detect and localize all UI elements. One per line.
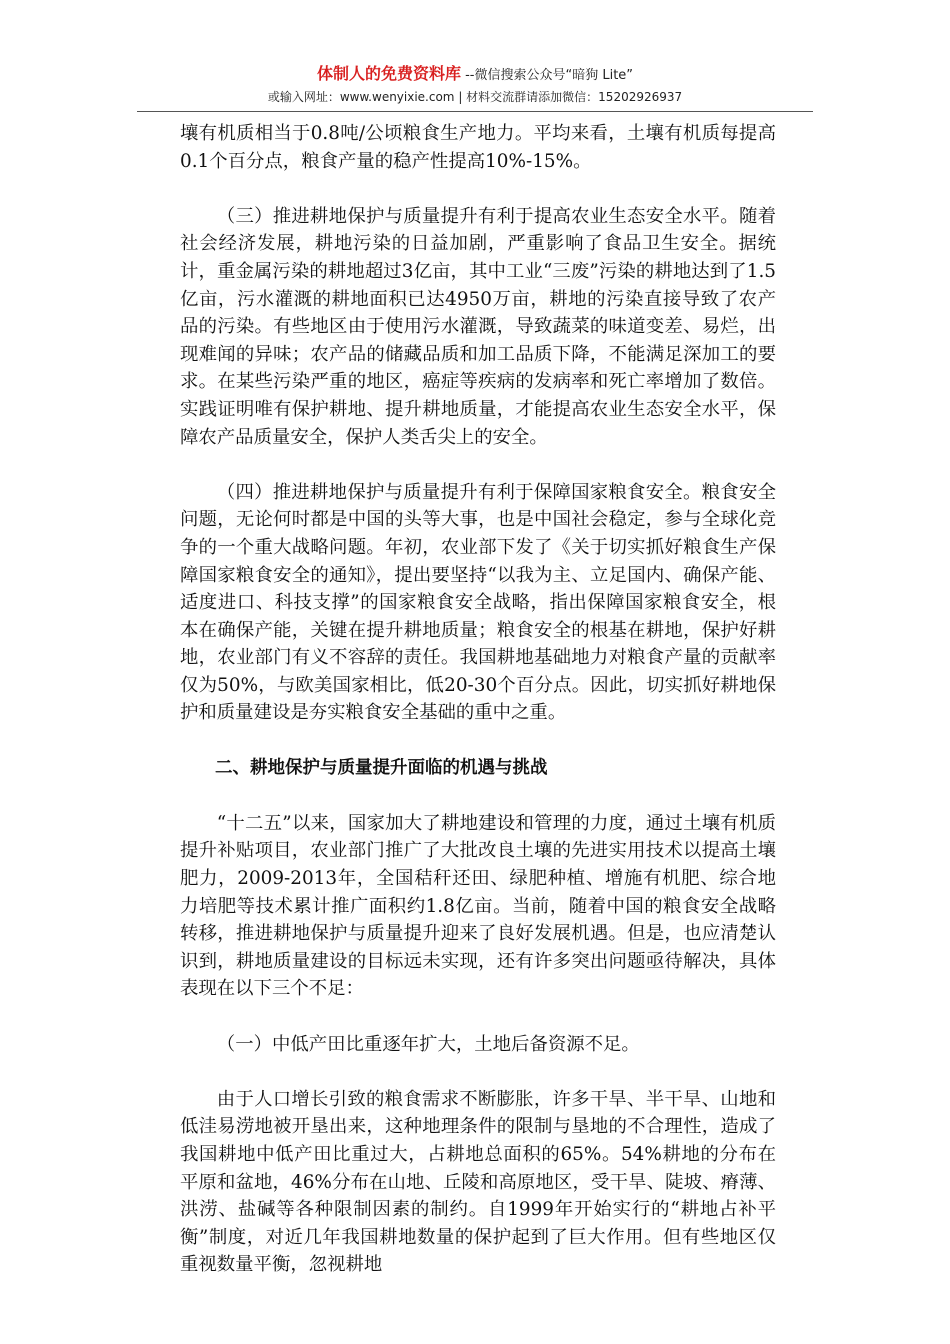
paragraph-food-security: （四）推进耕地保护与质量提升有利于保障国家粮食安全。粮食安全问题，无论何时都是中国的头等大事，也是中国社会稳定，参与全球化竞争的一个重大战略问题。年初，农业部下发了《关于切实抓好粮食生产保障国家粮食安全的通知》，提出要坚持“以我为主、立足国内、确保产能、适度进口、科技支撑”的国家粮食安全战略，指出保障国家粮食安全，根本在确保产能，关键在提升耕地质量；粮食安全的根基在耕地，保护好耕地，农业部门有义不容辞的责任。我国耕地基础地力对粮食产量的贡献率仅为50%，与欧美国家相比，低20-30个百分点。因此，切实抓好耕地保护和质量建设是夯实粮食安全基础的重中之重。 (180, 481, 776, 724)
header-divider (137, 111, 813, 112)
header-promo-line (0, 64, 950, 86)
paragraph-low-yield-detail: 由于人口增长引致的粮食需求不断膨胀，许多干旱、半干旱、山地和低洼易涝地被开垦出来，这种地理条件的限制与垦地的不合理性，造成了我国耕地中低产田比重过大，占耕地总面积的65%。54%耕地的分布在平原和盆地，46%分布在山地、丘陵和高原地区，受干旱、陡坡、瘠薄、洪涝、盐碱等各种限制因素的制约。自1999年开始实行的“耕地占补平衡”制度，对近几年我国耕地数量的保护起到了巨大作用。但有些地区仅重视数量平衡，忽视耕地 (180, 1088, 776, 1276)
paragraph-opportunities: “十二五”以来，国家加大了耕地建设和管理的力度，通过土壤有机质提升补贴项目，农业部门推广了大批改良土壤的先进实用技术以提高土壤肥力，2009-2013年，全国秸秆还田、绿肥种植、增施有机肥、综合地力培肥等技术累计推广面积约1.8亿亩。当前，随着中国的粮食安全战略转移，推进耕地保护与质量提升迎来了良好发展机遇。但是，也应清楚认识到，耕地质量建设的目标远未实现，还有许多突出问题亟待解决，具体表现在以下三个不足： (180, 812, 776, 1000)
section-heading: 二、耕地保护与质量提升面临的机遇与挑战 (215, 757, 548, 778)
paragraph-continued: 壤有机质相当于0.8吨/公顷粮食生产地力。平均来看，土壤有机质每提高0.1个百分点，粮食产量的稳产性提高10%-15%。 (180, 123, 776, 172)
paragraph-subheading-low-yield: （一）中低产田比重逐年扩大，土地后备资源不足。 (216, 1033, 640, 1055)
page-header (0, 64, 950, 106)
header-brand: 体制人的免费资料库 (316, 64, 461, 83)
header-contact-line: 或输入网址：www.wenyixie.com | 材料交流群请添加微信：15202926937 (267, 90, 683, 104)
paragraph-ecology-safety: （三）推进耕地保护与质量提升有利于提高农业生态安全水平。随着社会经济发展，耕地污染的日益加剧，严重影响了食品卫生安全。据统计，重金属污染的耕地超过3亿亩，其中工业“三废”污染的耕地达到了1.5亿亩，污水灌溉的耕地面积已达4950万亩，耕地的污染直接导致了农产品的污染。有些地区由于使用污水灌溉，导致蔬菜的味道变差、易烂，出现难闻的异味；农产品的储藏品质和加工品质下降，不能满足深加工的要求。在某些污染严重的地区，癌症等疾病的发病率和死亡率增加了数倍。实践证明唯有保护耕地、提升耕地质量，才能提高农业生态安全水平，保障农产品质量安全，保护人类舌尖上的安全。 (180, 205, 776, 448)
document-body (180, 120, 776, 1307)
header-tagline: --微信搜索公众号“暗狗 Lite” (460, 68, 634, 83)
